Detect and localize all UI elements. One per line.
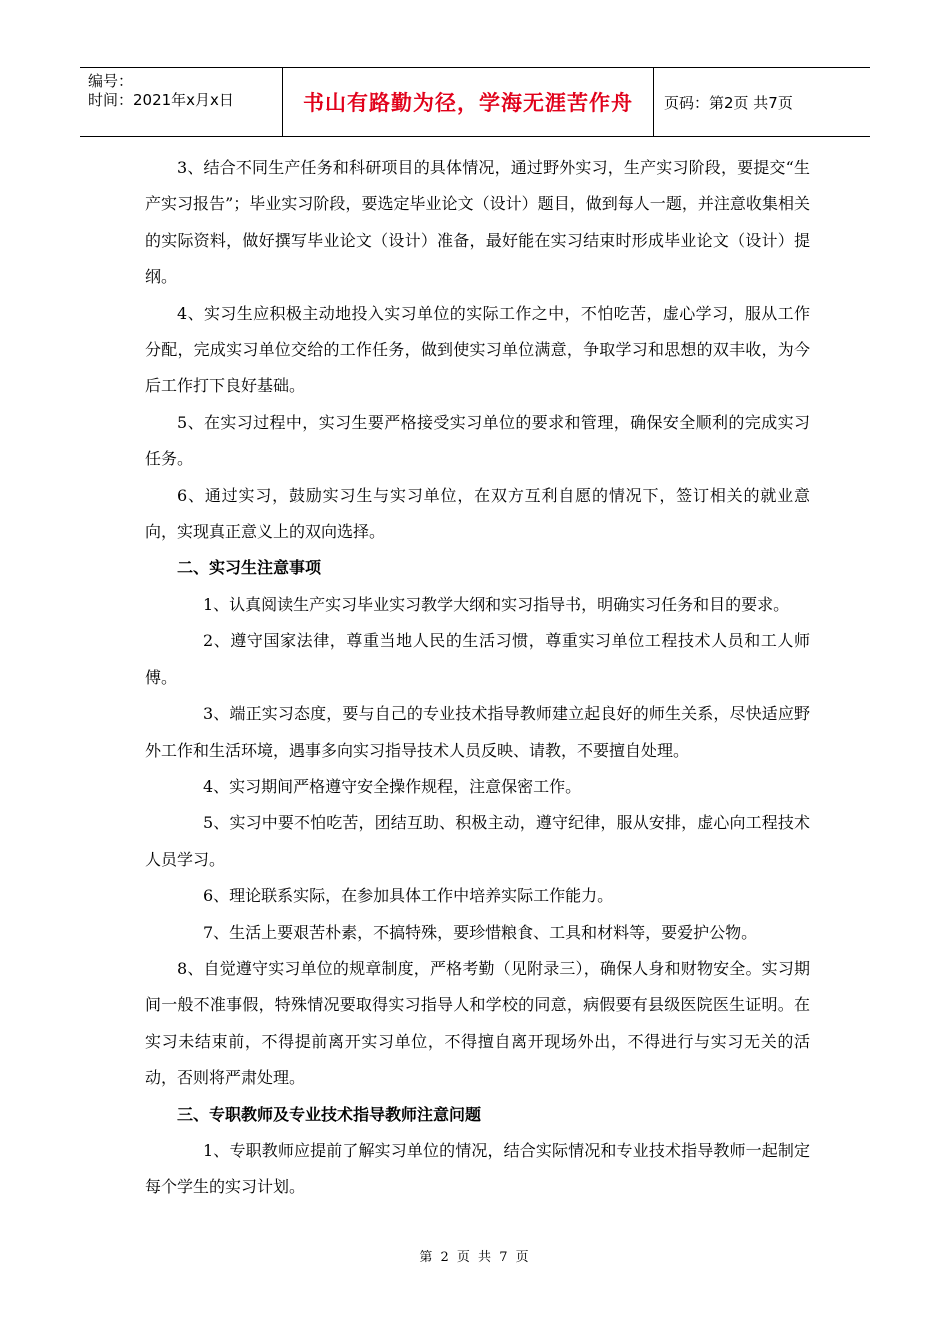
paragraph: 5、实习中要不怕吃苦，团结互助、积极主动，遵守纪律，服从安排，虚心向工程技术人员学习。 bbox=[145, 813, 810, 869]
paragraph: 6、理论联系实际，在参加具体工作中培养实际工作能力。 bbox=[203, 886, 614, 906]
paragraph: 4、实习期间严格遵守安全操作规程，注意保密工作。 bbox=[203, 776, 582, 796]
header-motto: 书山有路勤为径，学海无涯苦作舟 bbox=[303, 91, 633, 115]
document-number-label: 编号： bbox=[88, 72, 134, 90]
page-footer: 第 2 页 共 7 页 bbox=[419, 1250, 531, 1265]
page-header bbox=[80, 67, 870, 137]
paragraph: 7、生活上要艰苦朴素，不搞特殊，要珍惜粮食、工具和材料等，要爱护公物。 bbox=[203, 922, 758, 942]
header-motto-cell bbox=[282, 68, 654, 136]
paragraph: 1、专职教师应提前了解实习单位的情况，结合实际情况和专业技术指导教师一起制定每个学生的实习计划。 bbox=[145, 1140, 810, 1197]
paragraph: 3、结合不同生产任务和科研项目的具体情况，通过野外实习，生产实习阶段，要提交“生产实习报告”；毕业实习阶段，要选定毕业论文（设计）题目，做到每人一题，并注意收集相关的实际资料，做好撰写毕业论文（设计）准备，最好能在实习结束时形成毕业论文（设计）提纲。 bbox=[145, 158, 810, 287]
header-page-label: 页码：第2页 共7页 bbox=[664, 93, 793, 112]
document-body bbox=[145, 150, 810, 1206]
paragraph: 5、在实习过程中，实习生要严格接受实习单位的要求和管理，确保安全顺利的完成实习任务。 bbox=[145, 412, 810, 469]
paragraph: 3、端正实习态度，要与自己的专业技术指导教师建立起良好的师生关系，尽快适应野外工作和生活环境，遇事多向实习指导技术人员反映、请教，不要擅自处理。 bbox=[145, 704, 810, 760]
document-time-label: 时间：2021年x月x日 bbox=[88, 91, 234, 109]
paragraph: 2、遵守国家法律，尊重当地人民的生活习惯，尊重实习单位工程技术人员和工人师傅。 bbox=[145, 631, 810, 687]
header-meta bbox=[80, 68, 282, 136]
header-page-cell bbox=[654, 68, 870, 136]
section-heading: 二、实习生注意事项 bbox=[177, 558, 322, 578]
paragraph: 4、实习生应积极主动地投入实习单位的实际工作之中，不怕吃苦，虚心学习，服从工作分配，完成实习单位交给的工作任务，做到使实习单位满意，争取学习和思想的双丰收，为今后工作打下良好基础。 bbox=[145, 303, 810, 396]
section-heading: 三、专职教师及专业技术指导教师注意问题 bbox=[177, 1104, 482, 1124]
paragraph: 6、通过实习，鼓励实习生与实习单位，在双方互利自愿的情况下，签订相关的就业意向，实现真正意义上的双向选择。 bbox=[145, 485, 810, 542]
paragraph: 8、自觉遵守实习单位的规章制度，严格考勤（见附录三），确保人身和财物安全。实习期间一般不准事假，特殊情况要取得实习指导人和学校的同意，病假要有县级医院医生证明。在实习未结束前，不得提前离开实习单位，不得擅自离开现场外出，不得进行与实习无关的活动，否则将严肃处理。 bbox=[145, 958, 810, 1088]
paragraph: 1、认真阅读生产实习毕业实习教学大纲和实习指导书，明确实习任务和目的要求。 bbox=[203, 594, 790, 614]
